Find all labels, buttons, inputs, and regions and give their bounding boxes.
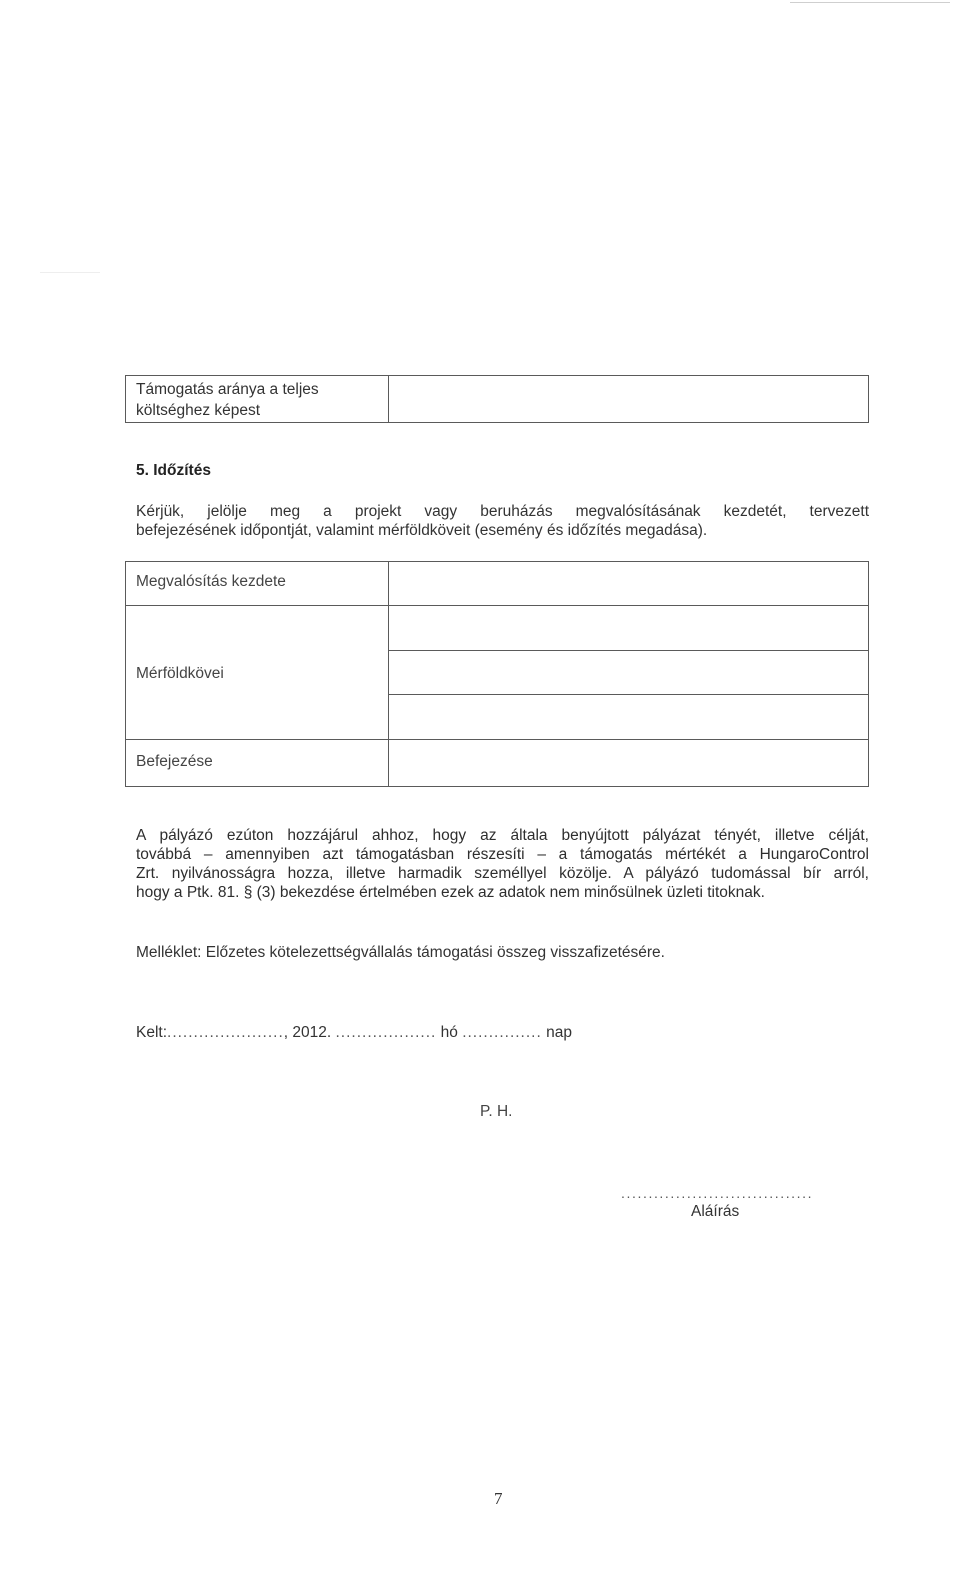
milestones-label: Mérföldkövei [136, 665, 224, 682]
annex-note: Melléklet: Előzetes kötelezettségvállalás támogatási összeg visszafizetésére. [136, 944, 665, 961]
start-value-cell[interactable] [389, 562, 868, 605]
scan-mark-left [40, 272, 100, 273]
date-day-label: nap [546, 1024, 572, 1041]
support-ratio-label: Támogatás aránya a teljes költséghez képest [136, 381, 319, 419]
consent-line: továbbá – amennyiben azt támogatásban részesíti – a támogatás mértékét a HungaroControl [136, 846, 869, 863]
section-intro [136, 502, 869, 540]
consent-line: A pályázó ezúton hozzájárul ahhoz, hogy az általa benyújtott pályázat tényét, illetve célját, [136, 827, 869, 844]
date-day-blank[interactable]: ............... [462, 1024, 542, 1041]
date-line [136, 1024, 572, 1042]
section-heading: 5. Időzítés [136, 462, 211, 479]
date-month-label: hó [440, 1024, 458, 1041]
support-ratio-value-cell[interactable] [389, 376, 868, 422]
date-prefix: Kelt: [136, 1024, 168, 1041]
scan-mark-top [790, 2, 950, 3]
intro-line: Kérjük, jelölje meg a projekt vagy beruházás megvalósításának kezdetét, tervezett [136, 503, 869, 520]
start-label: Megvalósítás kezdete [136, 573, 286, 590]
milestone-value-cell[interactable] [389, 606, 868, 650]
date-place-blank[interactable]: ...................... [167, 1024, 284, 1041]
consent-paragraph [136, 826, 869, 902]
page-number: 7 [494, 1489, 503, 1508]
milestone-value-cell[interactable] [389, 651, 868, 694]
end-value-cell[interactable] [389, 740, 868, 786]
consent-line: hogy a Ptk. 81. § (3) bekezdése értelmében ezek az adatok nem minősülnek üzleti titoknak. [136, 884, 765, 901]
stamp-placeholder: P. H. [480, 1103, 513, 1120]
intro-line: befejezésének időpontját, valamint mérföldköveit (esemény és időzítés megadása). [136, 522, 708, 539]
signature-label: Aláírás [691, 1203, 740, 1220]
support-ratio-table [125, 375, 869, 423]
consent-line: Zrt. nyilvánosságra hozza, illetve harmadik személlyel közölje. A pályázó tudomással bír arról, [136, 865, 869, 882]
schedule-table [125, 561, 869, 787]
milestone-value-cell[interactable] [389, 695, 868, 739]
signature-line[interactable]: ................................... [621, 1185, 814, 1201]
date-year: , 2012. [283, 1024, 332, 1041]
date-month-blank[interactable]: ................... [335, 1024, 437, 1041]
end-label: Befejezése [136, 753, 213, 770]
